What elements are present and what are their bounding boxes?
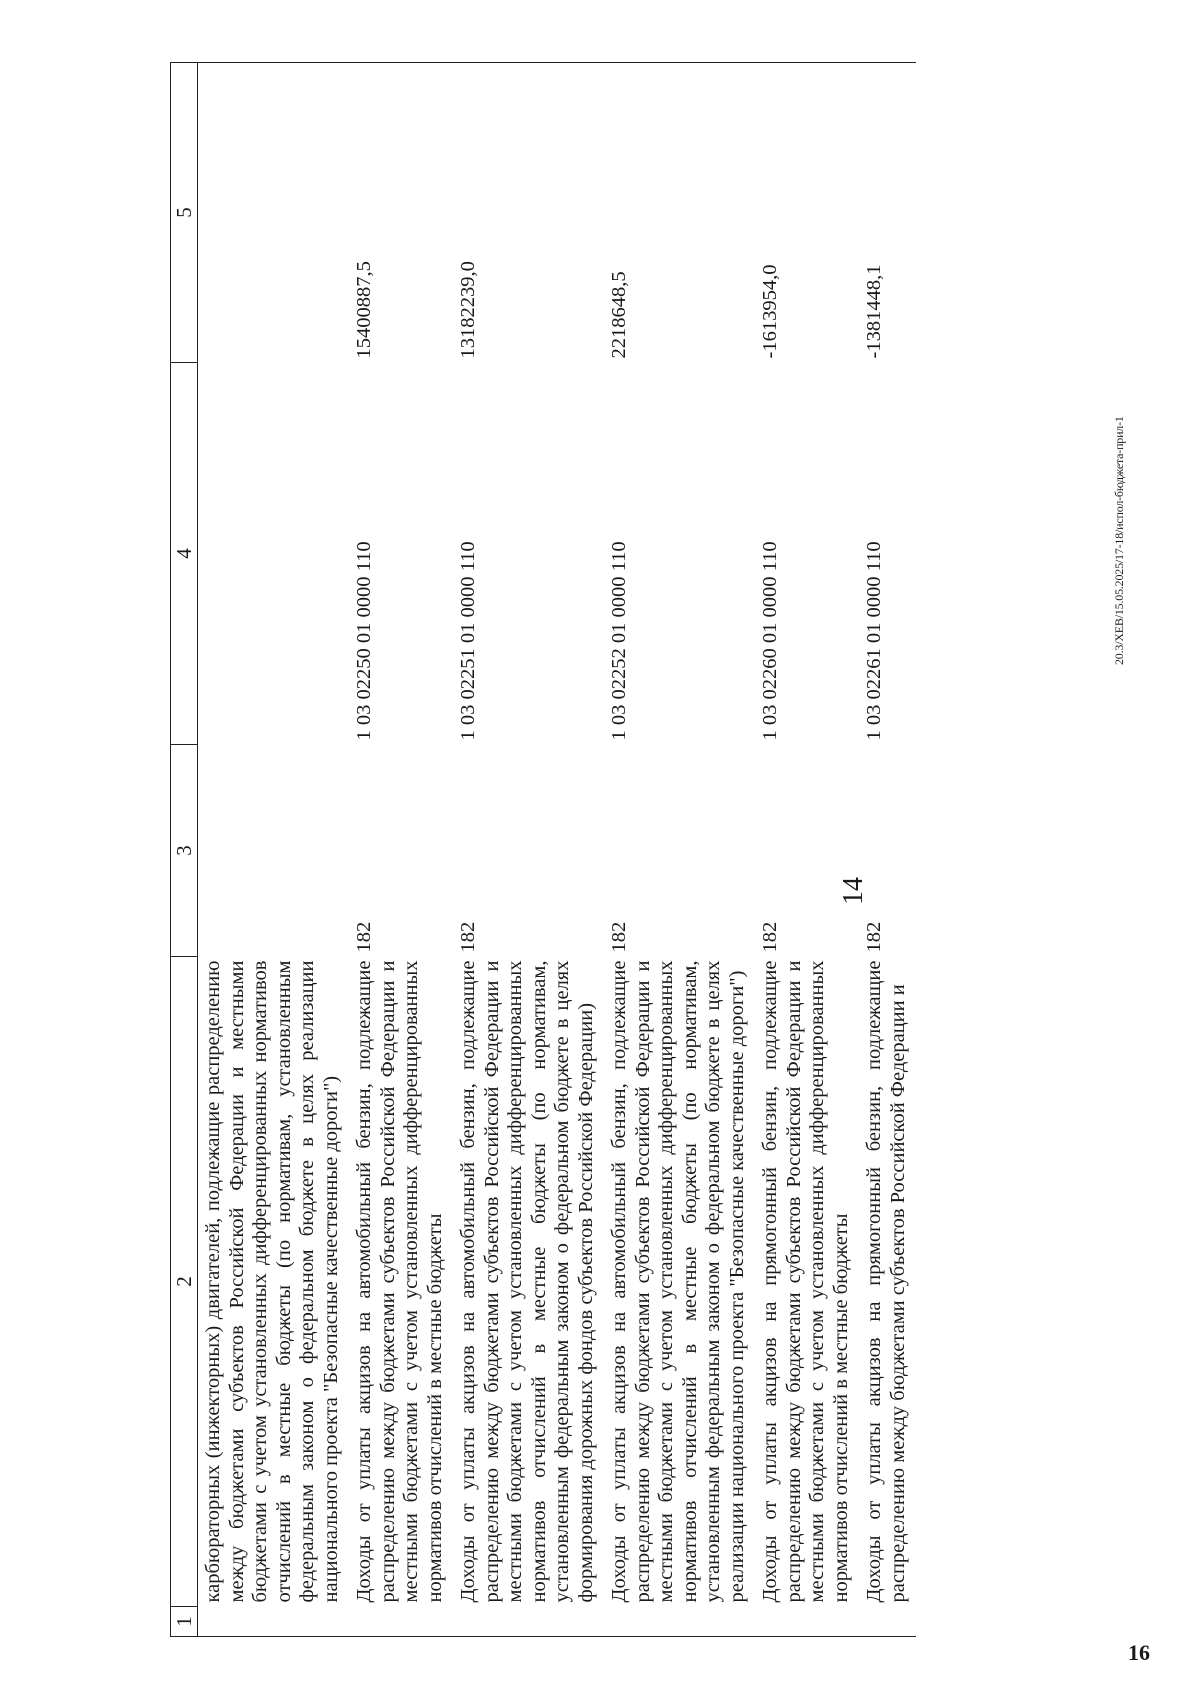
cell-amount: -1381448,1 <box>859 63 916 363</box>
header-col-4: 4 <box>171 363 198 745</box>
cell-kbk-code: 1 03 02250 01 0000 110 <box>353 541 375 741</box>
table-row <box>859 63 916 1637</box>
cell-col-1 <box>604 1607 755 1637</box>
header-col-1: 1 <box>171 1607 198 1637</box>
cell-description: Доходы от уплаты акцизов на прямогонный бензин, подлежащие распределению между бюджетами субъектов Российской Федерации и местными бюджетами с учетом установленных дифференцированных нормативов отчислений в местные бюджеты <box>759 960 852 1603</box>
cell-admin-code: 182 <box>457 921 479 953</box>
cell-kbk-code: 1 03 02251 01 0000 110 <box>457 541 479 741</box>
sheet-number: 16 <box>1128 1640 1150 1665</box>
cell-amount: 13182239,0 <box>453 63 604 363</box>
cell-description: Доходы от уплаты акцизов на автомобильный бензин, подлежащие распределению между бюджетами субъектов Российской Федерации и местными бюджетами с учетом установленных дифференцированных нормативов отчислений в местные бюджеты <box>353 960 446 1603</box>
cell-description: Доходы от уплаты акцизов на автомобильный бензин, подлежащие распределению между бюджетами субъектов Российской Федерации и местными бюджетами с учетом установленных дифференцированных нормативов отчислений в местные бюджеты (по нормативам, установленным федеральным законом о федеральном бюджете в целях формирования дорожных фондов субъектов Российской Федерации) <box>457 960 597 1603</box>
cell-admin-code: 182 <box>863 921 885 953</box>
cell-amount <box>198 63 350 363</box>
header-col-3: 3 <box>171 745 198 957</box>
table-row <box>349 63 453 1637</box>
cell-col-1 <box>859 1607 916 1637</box>
cell-admin-code: 182 <box>353 921 375 953</box>
cell-description: Доходы от уплаты акцизов на автомобильный бензин, подлежащие распределению между бюджетами субъектов Российской Федерации и местными бюджетами с учетом установленных дифференцированных нормативов отчислений в местные бюджеты (по нормативам, установленным федеральным законом о федеральном бюджете в целях реализации национального проекта "Безопасные качественные дороги") <box>608 960 748 1603</box>
cell-amount: -1613954,0 <box>755 63 859 363</box>
cell-description: Доходы от уплаты акцизов на прямогонный бензин, подлежащие распределению между бюджетами субъектов Российской Федерации и <box>863 960 909 1603</box>
header-col-5: 5 <box>171 63 198 363</box>
document-footer-id: 20.3/XEB/15.05.2025/17-18/испол-бюджета-прил-1 <box>1112 416 1126 665</box>
cell-kbk-code: 1 03 02252 01 0000 110 <box>608 541 630 741</box>
header-col-2: 2 <box>171 957 198 1607</box>
table-row <box>198 63 350 1637</box>
budget-table <box>170 62 916 1637</box>
cell-col-1 <box>198 1607 350 1637</box>
cell-col-1 <box>755 1607 859 1637</box>
cell-kbk-code: 1 03 02260 01 0000 110 <box>759 541 781 741</box>
table-row <box>604 63 755 1637</box>
page-number: 14 <box>838 877 869 905</box>
cell-col-1 <box>453 1607 604 1637</box>
cell-admin-code: 182 <box>759 921 781 953</box>
cell-description: карбюраторных (инжекторных) двигателей, подлежащие распределению между бюджетами субъектов Российской Федерации и местными бюджетами с учетом установленных дифференцированных нормативов отчислений в местные бюджеты (по нормативам, установленным федеральным законом о федеральном бюджете в целях реализации национального проекта "Безопасные качественные дороги") <box>202 960 342 1603</box>
cell-kbk-code <box>198 363 350 745</box>
cell-admin-code: 182 <box>608 921 630 953</box>
cell-admin-code <box>198 745 350 957</box>
cell-kbk-code: 1 03 02261 01 0000 110 <box>863 541 885 741</box>
table-header-row <box>171 63 198 1637</box>
table-row <box>755 63 859 1637</box>
cell-amount: 15400887,5 <box>349 63 453 363</box>
cell-col-1 <box>349 1607 453 1637</box>
cell-amount: 2218648,5 <box>604 63 755 363</box>
table-row <box>453 63 604 1637</box>
